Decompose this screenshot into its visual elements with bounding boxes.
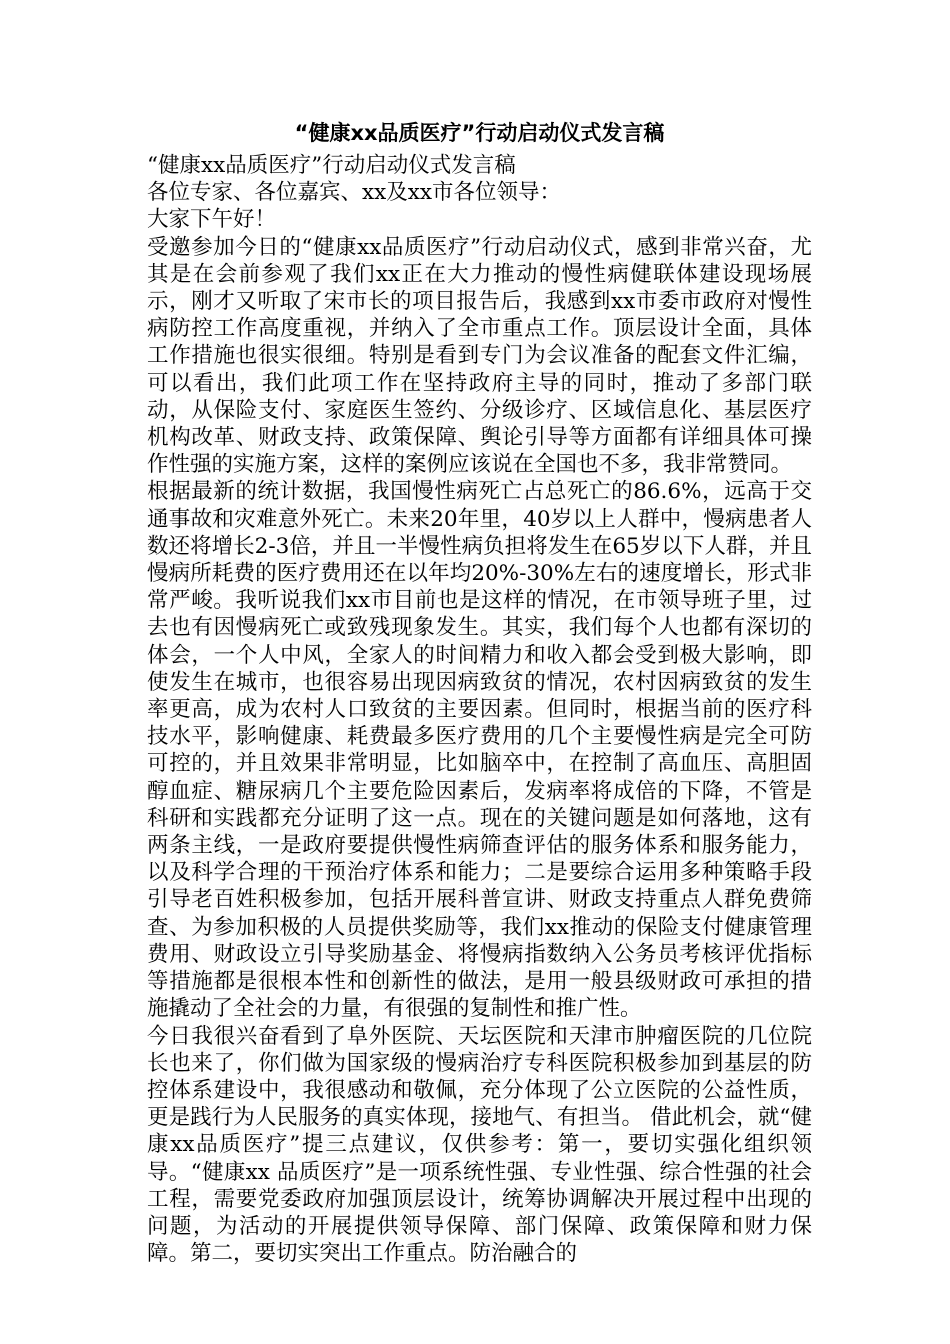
salutation-paragraph: 各位专家、各位嘉宾、xx及xx市各位领导： (147, 180, 562, 206)
document-title: “健康xx品质医疗”行动启动仪式发言稿 (294, 121, 665, 145)
subtitle-paragraph: “健康xx品质医疗”行动启动仪式发言稿 (147, 153, 516, 178)
body-paragraph-1: 受邀参加今日的“健康xx品质医疗”行动启动仪式，感到非常兴奋，尤其是在会前参观了我们xx正在大力推动的慢性病健联体建设现场展示，刚才又听取了宋市长的项目报告后，我感到xx市委市政府对慢性病防控工作高度重视，并纳入了全市重点工作。顶层设计全面，具体工作措施也很实很细。特别是看到专门为会议准备的配套文件汇编，可以看出，我们此项工作在坚持政府主导的同时，推动了多部门联动，从保险支付、家庭医生签约、分级诊疗、区域信息化、基层医疗机构改革、财政支持、政策保障、舆论引导等方面都有详细具体可操作性强的实施方案，这样的案例应该说在全国也不多，我非常赞同。 (147, 234, 812, 478)
document-body (147, 120, 812, 1267)
body-paragraph-3: 今日我很兴奋看到了阜外医院、天坛医院和天津市肿瘤医院的几位院长也来了，你们做为国家级的慢病治疗专科医院积极参加到基层的防控体系建设中，我很感动和敬佩，充分体现了公立医院的公益性质，更是践行为人民服务的真实体现，接地气、有担当。 借此机会，就“健康xx品质医疗”提三点建议，仅供参考：第一，要切实强化组织领导。“健康xx 品质医疗”是一项系统性强、专业性强、综合性强的社会工程，需要党委政府加强顶层设计，统筹协调解决开展过程中出现的问题，为活动的开展提供领导保障、部门保障、政策保障和财力保障。第二，要切实突出工作重点。防治融合的 (147, 1023, 812, 1267)
body-paragraph-2: 根据最新的统计数据，我国慢性病死亡占总死亡的86.6%，远高于交通事故和灾难意外死亡。未来20年里，40岁以上人群中，慢病患者人数还将增长2-3倍，并且一半慢性病负担将发生在65岁以下人群，并且慢病所耗费的医疗费用还在以年均20%-30%左右的速度增长，形式非常严峻。我听说我们xx市目前也是这样的情况，在市领导班子里，过去也有因慢病死亡或致残现象发生。其实，我们每个人也都有深切的体会，一个人中风，全家人的时间精力和收入都会受到极大影响，即使发生在城市，也很容易出现因病致贫的情况，农村因病致贫的发生率更高，成为农村人口致贫的主要因素。但同时，根据当前的医疗科技水平，影响健康、耗费最多医疗费用的几个主要慢性病是完全可防可控的，并且效果非常明显，比如脑卒中，在控制了高血压、高胆固醇血症、糖尿病几个主要危险因素后，发病率将成倍的下降，不管是科研和实践都充分证明了这一点。现在的关键问题是如何落地，这有两条主线，一是政府要提供慢性病筛查评估的服务体系和服务能力，以及科学合理的干预治疗体系和能力；二是要综合运用多种策略手段引导老百姓积极参加，包括开展科普宣讲、财政支持重点人群免费筛查、为参加积极的人员提供奖励等，我们xx推动的保险支付健康管理费用、财政设立引导奖励基金、将慢病指数纳入公务员考核评优指标等措施都是很根本性和创新性的做法，是用一般县级财政可承担的措施撬动了全社会的力量，有很强的复制性和推广性。 (147, 479, 812, 1022)
greeting-paragraph: 大家下午好！ (147, 207, 277, 233)
